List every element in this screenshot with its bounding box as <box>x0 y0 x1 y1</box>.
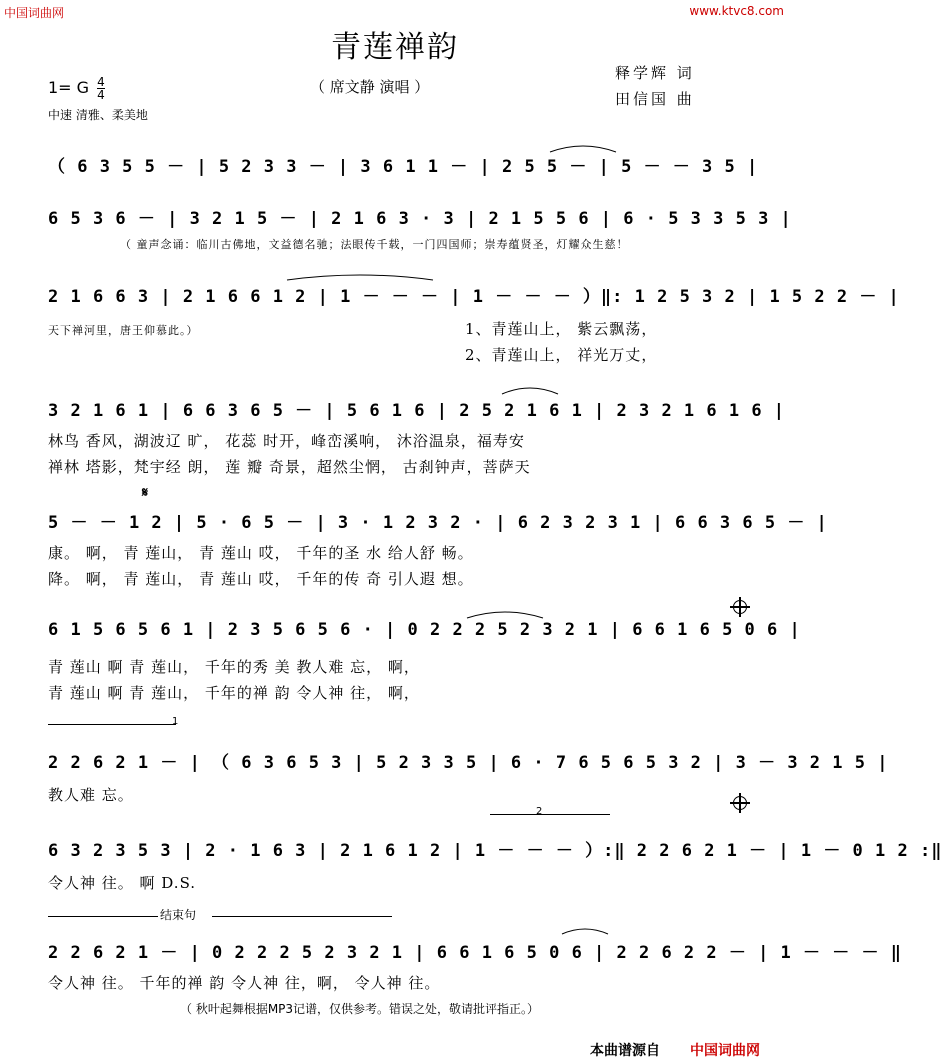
notation-row-6: 6 1 5 6 5 6 1 | 2 3 5 6 5 6 · | 0 2 2 2 5 2 3 2 1 | 6 6 1 6 5 0 6 | <box>48 620 801 640</box>
time-signature <box>97 76 105 101</box>
notation-row-8: 6 3 2 3 5 3 | 2 · 1 6 3 | 2 1 6 1 2 | 1 － － － ）:‖ 2 2 6 2 1 － | 1 － 0 1 2 :‖ <box>48 841 942 861</box>
notation-row-9: 2 2 6 2 1 － | 0 2 2 2 5 2 3 2 1 | 6 6 1 6 5 0 6 | 2 2 6 2 2 － | 1 － － － ‖ <box>48 943 902 963</box>
verse-1-line-3: 康。 啊， 青 莲山， 青 莲山 哎， 千年的圣 水 给人舒 畅。 <box>48 544 474 562</box>
ending-1-lyric: 教人难 忘。 <box>48 786 134 804</box>
footnote: （ 秋叶起舞根据MP3记谱，仅供参考。错误之处，敬请批评指正。） <box>180 1002 540 1016</box>
time-bottom: 4 <box>97 88 105 102</box>
coda-line-left <box>48 916 158 917</box>
ending-label: 结束句 <box>160 908 197 922</box>
notation-row-3: 2 1 6 6 3 | 2 1 6 6 1 2 | 1 － － － | 1 － － － ）‖: 1 2 5 3 2 | 1 5 2 2 － | <box>48 287 900 307</box>
verse-2-line-4: 青 莲山 啊 青 莲山， 千年的禅 韵 令人神 往， 啊， <box>48 684 420 702</box>
key-label: 1= G <box>48 78 90 97</box>
notation-row-1: （ 6 3 5 5 － | 5 2 3 3 － | 3 6 1 1 － | 2 5 5 － | 5 － － 3 5 | <box>48 157 759 177</box>
time-top: 4 <box>97 75 105 89</box>
notation-row-7: 2 2 6 2 1 － | （ 6 3 6 5 3 | 5 2 3 3 5 | 6 · 7 6 5 6 5 3 2 | 3 － 3 2 1 5 | <box>48 753 889 773</box>
verse-1-line-2: 林鸟 香风，湖波辽 旷， 花蕊 时开，峰峦溪响， 沐浴温泉，福寿安 <box>48 432 525 450</box>
watermark-left: 中国词曲网 <box>4 6 65 20</box>
tie-row-9 <box>560 924 610 936</box>
source-label: 本曲谱源自 <box>590 1043 660 1059</box>
tie-row-6 <box>465 606 545 620</box>
performer: （ 席文静 演唱 ） <box>310 78 430 96</box>
verse-2-line-1: 2、青莲山上， 祥光万丈， <box>465 346 658 364</box>
volta-1-label: 1 <box>172 716 179 727</box>
watermark-right: www.ktvc8.com <box>689 4 784 18</box>
segno-sign: 𝄋 <box>142 485 149 501</box>
coda-sign-2 <box>733 796 747 810</box>
song-title: 青莲禅韵 <box>331 30 459 65</box>
source-site-link[interactable]: 中国词曲网 <box>690 1043 760 1059</box>
tie-row-1 <box>548 140 618 154</box>
tempo-marking: 中速 清雅、柔美地 <box>48 108 148 122</box>
volta-2-line <box>490 814 610 815</box>
notation-row-5: 5 － － 1 2 | 5 · 6 5 － | 3 · 1 2 3 2 · | 6 2 3 2 3 1 | 6 6 3 6 5 － | <box>48 513 828 533</box>
key-signature <box>48 76 105 101</box>
coda-sign <box>733 600 747 614</box>
notation-row-4: 3 2 1 6 1 | 6 6 3 6 5 － | 5 6 1 6 | 2 5 2 1 6 1 | 2 3 2 1 6 1 6 | <box>48 401 786 421</box>
lyricist-credit: 释学辉 词 <box>615 64 695 82</box>
coda-lyric: 令人神 往。 千年的禅 韵 令人神 往，啊， 令人神 往。 <box>48 974 441 992</box>
tie-row-4 <box>500 382 560 396</box>
coda-line-right <box>212 916 392 917</box>
notation-row-2: 6 5 3 6 － | 3 2 1 5 － | 2 1 6 3 · 3 | 2 1 5 5 6 | 6 · 5 3 3 5 3 | <box>48 209 792 229</box>
composer-credit: 田信国 曲 <box>615 90 695 108</box>
tie-row-3 <box>285 270 435 282</box>
ending-2-lyric: 令人神 往。 啊 D.S. <box>48 874 197 892</box>
chant-line: （ 童声念诵：临川古佛地，文益德名驰；法眼传千载，一门四国师；崇寿蕴贤圣，灯耀众生慈！ <box>120 238 629 251</box>
verse-2-line-3: 降。 啊， 青 莲山， 青 莲山 哎， 千年的传 奇 引人遐 想。 <box>48 570 474 588</box>
volta-2-label: 2 <box>536 806 543 817</box>
verse-2-line-2: 禅林 塔影，梵宇经 朗， 莲 瓣 奇景，超然尘惘， 古刹钟声，菩萨天 <box>48 458 531 476</box>
volta-1-line <box>48 724 176 725</box>
chant-line-end: 天下禅河里，唐王仰慕此。） <box>48 324 199 337</box>
verse-1-line-1: 1、青莲山上， 紫云飘荡， <box>465 320 658 338</box>
verse-1-line-4: 青 莲山 啊 青 莲山， 千年的秀 美 教人难 忘， 啊， <box>48 658 420 676</box>
